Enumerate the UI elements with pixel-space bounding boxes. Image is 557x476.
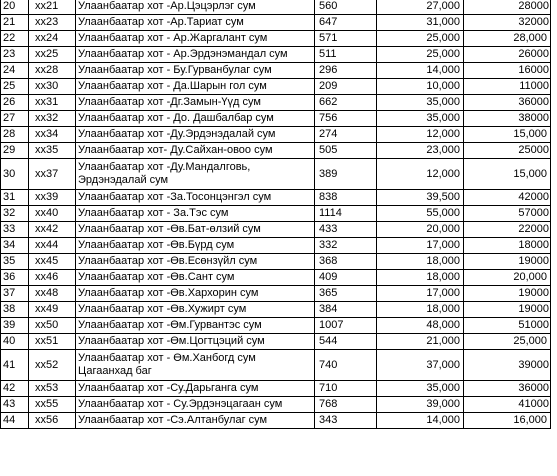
price-alt-cell: 51000 [464,318,551,334]
row-number-cell: 38 [1,302,29,318]
table-row [1,302,551,318]
count-cell: 389 [315,159,377,190]
count-cell: 1114 [315,206,377,222]
count-cell: 209 [315,79,377,95]
table-row [1,286,551,302]
price-alt-cell: 39000 [464,350,551,381]
table-row [1,350,551,381]
count-cell: 571 [315,31,377,47]
code-cell: xx34 [29,127,76,143]
destination-cell: Улаанбаатар хот - Ар.Эрдэнэмандал сум [76,47,315,63]
price-cell: 39,000 [377,397,464,413]
table-row [1,47,551,63]
price-cell: 18,000 [377,254,464,270]
price-alt-cell: 32000 [464,15,551,31]
destination-cell: Улаанбаатар хот -Өв.Хархорин сум [76,286,315,302]
code-cell: xx49 [29,302,76,318]
row-number-cell: 27 [1,111,29,127]
row-number-cell: 20 [1,0,29,15]
row-number-cell: 43 [1,397,29,413]
destination-cell: Улаанбаатар хот - Ар.Жаргалант сум [76,31,315,47]
code-cell: xx28 [29,63,76,79]
price-cell: 55,000 [377,206,464,222]
price-alt-cell: 26000 [464,47,551,63]
table-row [1,159,551,190]
price-alt-cell: 16,000 [464,413,551,429]
price-alt-cell: 25000 [464,143,551,159]
destination-cell: Улаанбаатар хот -Өм.Гурвантэс сум [76,318,315,334]
code-cell: xx37 [29,159,76,190]
count-cell: 365 [315,286,377,302]
destination-cell: Улаанбаатар хот- Ду.Сайхан-овоо сум [76,143,315,159]
count-cell: 368 [315,254,377,270]
table-row [1,254,551,270]
destination-cell: Улаанбаатар хот - Бу.Гурванбулаг сум [76,63,315,79]
count-cell: 511 [315,47,377,63]
row-number-cell: 32 [1,206,29,222]
code-cell: xx32 [29,111,76,127]
code-cell: xx55 [29,397,76,413]
code-cell: xx21 [29,0,76,15]
price-cell: 31,000 [377,15,464,31]
code-cell: xx24 [29,31,76,47]
destination-cell: Улаанбаатар хот - Да.Шарын гол сум [76,79,315,95]
code-cell: xx48 [29,286,76,302]
code-cell: xx39 [29,190,76,206]
code-cell: xx44 [29,238,76,254]
row-number-cell: 22 [1,31,29,47]
destination-cell: Улаанбаатар хот -Өм.Цогтцэций сум [76,334,315,350]
row-number-cell: 41 [1,350,29,381]
row-number-cell: 36 [1,270,29,286]
count-cell: 332 [315,238,377,254]
table-row [1,206,551,222]
code-cell: xx35 [29,143,76,159]
code-cell: xx25 [29,47,76,63]
row-number-cell: 40 [1,334,29,350]
price-cell: 14,000 [377,63,464,79]
count-cell: 505 [315,143,377,159]
table-body [1,0,551,429]
code-cell: xx52 [29,350,76,381]
table-row [1,397,551,413]
destination-cell: Улаанбаатар хот - До. Дашбалбар сум [76,111,315,127]
count-cell: 662 [315,95,377,111]
price-alt-cell: 19000 [464,254,551,270]
table-row [1,318,551,334]
destination-cell: Улаанбаатар хот -За.Тосонцэнгэл сум [76,190,315,206]
destination-cell: Улаанбаатар хот -Өв.Бүрд сум [76,238,315,254]
count-cell: 433 [315,222,377,238]
price-cell: 37,000 [377,350,464,381]
price-alt-cell: 11000 [464,79,551,95]
table-row [1,111,551,127]
price-cell: 27,000 [377,0,464,15]
table-row [1,334,551,350]
row-number-cell: 23 [1,47,29,63]
price-alt-cell: 19000 [464,286,551,302]
row-number-cell: 44 [1,413,29,429]
table-row [1,143,551,159]
destination-cell: Улаанбаатар хот -Өв.Сант сум [76,270,315,286]
table-row [1,79,551,95]
table-row [1,127,551,143]
destination-cell: Улаанбаатар хот -Өв.Есөнзүйл сум [76,254,315,270]
count-cell: 756 [315,111,377,127]
destination-cell: Улаанбаатар хот - Су.Эрдэнэцагаан сум [76,397,315,413]
row-number-cell: 33 [1,222,29,238]
destination-cell: Улаанбаатар хот -Сэ.Алтанбулаг сум [76,413,315,429]
code-cell: xx53 [29,381,76,397]
code-cell: xx42 [29,222,76,238]
row-number-cell: 25 [1,79,29,95]
count-cell: 647 [315,15,377,31]
price-cell: 48,000 [377,318,464,334]
count-cell: 296 [315,63,377,79]
price-cell: 35,000 [377,381,464,397]
table-row [1,222,551,238]
price-alt-cell: 36000 [464,381,551,397]
table-row [1,15,551,31]
code-cell: xx45 [29,254,76,270]
table-row [1,0,551,15]
price-cell: 20,000 [377,222,464,238]
table-row [1,63,551,79]
price-alt-cell: 20,000 [464,270,551,286]
destination-cell: Улаанбаатар хот -Өв.Хужирт сум [76,302,315,318]
count-cell: 409 [315,270,377,286]
price-alt-cell: 19000 [464,302,551,318]
price-cell: 35,000 [377,111,464,127]
destination-cell: Улаанбаатар хот -Ду.Эрдэнэдалай сум [76,127,315,143]
destination-cell: Улаанбаатар хот - За.Тэс сум [76,206,315,222]
code-cell: xx30 [29,79,76,95]
table-row [1,381,551,397]
table-row [1,238,551,254]
price-alt-cell: 18000 [464,238,551,254]
count-cell: 740 [315,350,377,381]
row-number-cell: 29 [1,143,29,159]
destination-cell: Улаанбаатар хот -Өв.Бат-өлзий сум [76,222,315,238]
table-row [1,413,551,429]
destination-cell: Улаанбаатар хот -Дг.Замын-Үүд сум [76,95,315,111]
price-cell: 17,000 [377,238,464,254]
count-cell: 384 [315,302,377,318]
row-number-cell: 42 [1,381,29,397]
price-cell: 18,000 [377,302,464,318]
price-alt-cell: 22000 [464,222,551,238]
price-cell: 23,000 [377,143,464,159]
price-cell: 25,000 [377,31,464,47]
code-cell: xx46 [29,270,76,286]
price-cell: 25,000 [377,47,464,63]
price-cell: 12,000 [377,127,464,143]
count-cell: 343 [315,413,377,429]
code-cell: xx51 [29,334,76,350]
count-cell: 768 [315,397,377,413]
destination-cell: Улаанбаатар хот - Өм.Ханбогд сум Цагаанхад баг [76,350,315,381]
price-alt-cell: 42000 [464,190,551,206]
table-row [1,31,551,47]
row-number-cell: 31 [1,190,29,206]
price-alt-cell: 36000 [464,95,551,111]
code-cell: xx40 [29,206,76,222]
row-number-cell: 24 [1,63,29,79]
price-alt-cell: 41000 [464,397,551,413]
row-number-cell: 37 [1,286,29,302]
destination-cell: Улаанбаатар хот -Ар.Цэцэрлэг сум [76,0,315,15]
price-cell: 14,000 [377,413,464,429]
count-cell: 1007 [315,318,377,334]
count-cell: 560 [315,0,377,15]
row-number-cell: 26 [1,95,29,111]
price-cell: 35,000 [377,95,464,111]
count-cell: 274 [315,127,377,143]
price-cell: 18,000 [377,270,464,286]
code-cell: xx31 [29,95,76,111]
price-alt-cell: 16000 [464,63,551,79]
destination-cell: Улаанбаатар хот -Ар.Тариат сум [76,15,315,31]
code-cell: xx50 [29,318,76,334]
price-cell: 21,000 [377,334,464,350]
count-cell: 838 [315,190,377,206]
row-number-cell: 35 [1,254,29,270]
price-alt-cell: 15,000 [464,127,551,143]
table-row [1,95,551,111]
destination-cell: Улаанбаатар хот -Су.Дарьганга сум [76,381,315,397]
row-number-cell: 21 [1,15,29,31]
price-cell: 12,000 [377,159,464,190]
price-cell: 17,000 [377,286,464,302]
price-alt-cell: 28,000 [464,31,551,47]
table-row [1,270,551,286]
price-alt-cell: 38000 [464,111,551,127]
code-cell: xx56 [29,413,76,429]
count-cell: 544 [315,334,377,350]
destination-cell: Улаанбаатар хот -Ду.Мандалговь, Эрдэнэдалай сум [76,159,315,190]
price-alt-cell: 57000 [464,206,551,222]
price-alt-cell: 25,000 [464,334,551,350]
row-number-cell: 39 [1,318,29,334]
code-cell: xx23 [29,15,76,31]
table-row [1,190,551,206]
price-alt-cell: 28000 [464,0,551,15]
row-number-cell: 28 [1,127,29,143]
count-cell: 710 [315,381,377,397]
price-alt-cell: 15,000 [464,159,551,190]
price-cell: 10,000 [377,79,464,95]
price-cell: 39,500 [377,190,464,206]
row-number-cell: 34 [1,238,29,254]
row-number-cell: 30 [1,159,29,190]
